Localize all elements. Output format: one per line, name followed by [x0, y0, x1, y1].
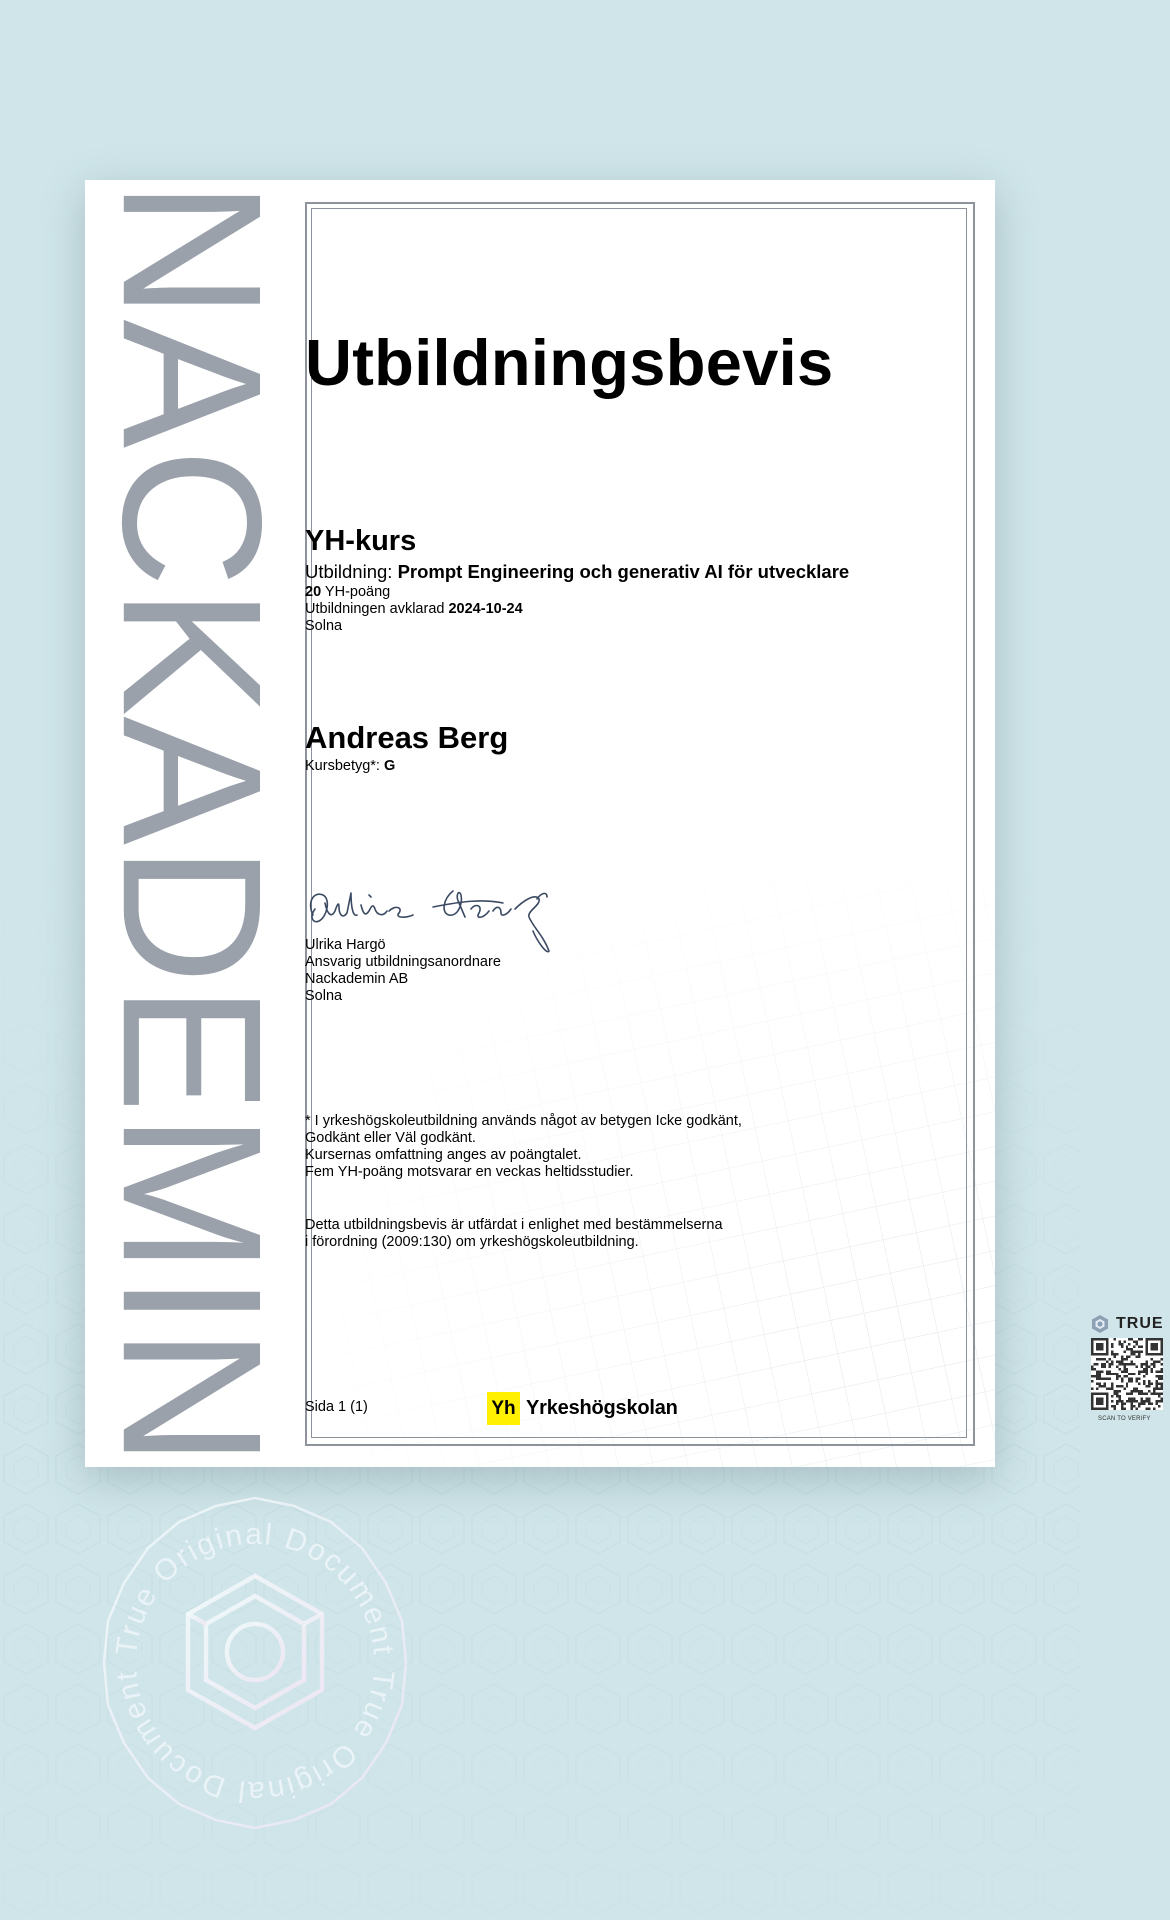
- course-type: YH-kurs: [305, 525, 417, 557]
- scan-to-verify-label: SCAN TO VERIFY: [1098, 1416, 1151, 1422]
- signer-city: Solna: [305, 988, 343, 1004]
- signer-name: Ulrika Hargö: [305, 937, 386, 953]
- student-name: Andreas Berg: [305, 720, 509, 755]
- grade-line: [305, 758, 395, 774]
- certificate-document: [81, 180, 1164, 1501]
- certificate-title: Utbildningsbevis: [305, 326, 834, 399]
- signer-role: Ansvarig utbildningsanordnare: [305, 954, 501, 970]
- yrkeshogskolan-logo: [487, 1392, 678, 1425]
- yh-badge: Yh: [487, 1392, 520, 1425]
- regulation-line: Detta utbildningsbevis är utfärdat i enlighet med bestämmelserna: [305, 1217, 723, 1233]
- footnote-line: Godkänt eller Väl godkänt.: [305, 1130, 476, 1146]
- education-name: Prompt Engineering och generativ AI för utvecklare: [397, 561, 850, 582]
- completed-label: Utbildningen avklarad: [305, 601, 445, 617]
- grade-value: G: [384, 758, 396, 774]
- footnote-line: Kursernas omfattning anges av poängtalet.: [305, 1147, 582, 1163]
- true-original-seal-watermark: [80, 1488, 430, 1838]
- seal-text-bottom: True Original Document: [110, 1668, 401, 1809]
- completed-date: 2024-10-24: [448, 601, 523, 617]
- points-value: 20: [305, 584, 322, 600]
- education-label: Utbildning:: [305, 561, 393, 582]
- regulation-line: i förordning (2009:130) om yrkeshögskoleutbildning.: [305, 1234, 639, 1250]
- signer-organization: Nackademin AB: [305, 971, 409, 987]
- points-unit: YH-poäng: [324, 584, 391, 600]
- nackademin-vertical-logo: [81, 180, 303, 1501]
- true-logo-icon: [1090, 1314, 1110, 1334]
- education-line: [305, 561, 849, 583]
- true-brand: TRUE: [1116, 1315, 1164, 1332]
- yh-name: Yrkeshögskolan: [526, 1397, 678, 1419]
- course-city: Solna: [305, 618, 343, 634]
- seal-text-top: True Original Document: [109, 1517, 400, 1658]
- brand-wordmark: NACKADEMIN: [81, 180, 303, 1501]
- true-verification-badge[interactable]: [1090, 1314, 1170, 1422]
- grade-label: Kursbetyg*:: [305, 758, 380, 774]
- footnote-line: Fem YH-poäng motsvarar en veckas heltidsstudier.: [305, 1164, 634, 1180]
- footnote-line: * I yrkeshögskoleutbildning används något av betygen Icke godkänt,: [305, 1113, 742, 1129]
- qr-code-icon[interactable]: [1091, 1338, 1163, 1410]
- page-number: Sida 1 (1): [305, 1399, 368, 1415]
- points-line: [305, 584, 390, 600]
- true-header: [1090, 1314, 1170, 1334]
- completed-line: [305, 601, 523, 617]
- svg-text:True Original Document: [110, 1668, 400, 1808]
